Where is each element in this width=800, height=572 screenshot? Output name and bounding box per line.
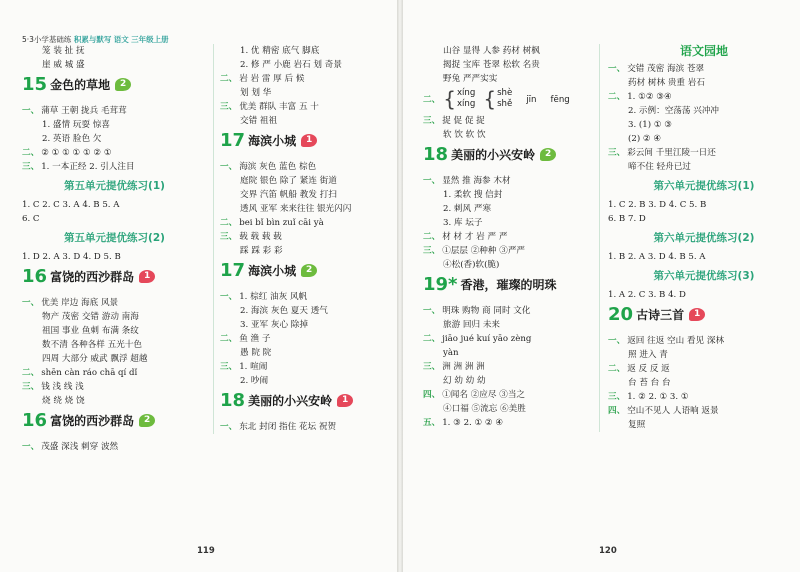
item-marker: 四、 xyxy=(608,406,626,416)
answer-line xyxy=(220,202,397,216)
answer-line xyxy=(423,304,593,318)
answer-line xyxy=(220,114,397,128)
item-marker: 三、 xyxy=(608,148,626,158)
answer-text: 材 材 才 岩 严 严 xyxy=(442,232,508,242)
lesson-heading xyxy=(22,410,207,436)
answer-text: 2. 英语 脸色 欠 xyxy=(42,134,102,144)
answer-text: 3. 库 坛子 xyxy=(443,218,483,228)
item-marker: 二、 xyxy=(22,368,40,378)
practice-badge: 1 xyxy=(301,134,317,147)
answer-text: shēn càn ráo chā qí dǐ xyxy=(41,368,138,378)
lesson-number: 18 xyxy=(220,390,246,411)
item-marker: 二、 xyxy=(220,334,238,344)
lesson-title: 香港，璀璨的明珠 xyxy=(460,278,557,292)
item-marker: 三、 xyxy=(22,162,40,172)
answer-text: 山谷 显得 人参 药材 树枫 xyxy=(443,46,540,56)
unit-heading: 第六单元提优练习(2) xyxy=(653,232,755,244)
answer-line: 1. D 2. A 3. D 4. D 5. B xyxy=(22,252,121,262)
answer-text: 明珠 购物 商 同时 文化 xyxy=(442,306,531,316)
answer-column-2 xyxy=(213,44,397,434)
answer-text: 茂盛 深浅 刺穿 波然 xyxy=(41,442,119,452)
answer-line xyxy=(22,104,207,118)
lesson-number: 17 xyxy=(220,130,246,151)
unit-heading: 第六单元提优练习(1) xyxy=(653,180,755,192)
answer-line xyxy=(608,104,800,118)
answer-text: 烧 绕 烧 饶 xyxy=(42,396,85,406)
answer-line xyxy=(22,118,207,132)
answer-text: 2. 修 严 小鹿 岩石 划 奇景 xyxy=(240,60,342,70)
answer-line xyxy=(423,318,593,332)
item-marker: 三、 xyxy=(423,246,441,256)
answer-text: 捉 促 促 捉 xyxy=(442,116,485,126)
pinyin-stack xyxy=(497,88,512,110)
item-marker: 一、 xyxy=(608,64,626,74)
lesson-heading xyxy=(220,130,397,156)
answer-text: 旅游 回归 未来 xyxy=(443,320,501,330)
answer-line: 崖 威 城 盛 xyxy=(42,60,85,70)
answer-line xyxy=(423,360,593,374)
answer-text: jiāo jué kuí yāo zèng xyxy=(442,334,532,344)
answer-text: 交错 茂密 海滨 苍翠 xyxy=(627,64,705,74)
answer-line xyxy=(423,58,593,72)
answer-text: 3. 亚军 灰心 除掉 xyxy=(240,320,308,330)
lesson-title: 美丽的小兴安岭 xyxy=(451,148,536,162)
answer-line xyxy=(608,62,800,76)
item-marker: 二、 xyxy=(423,232,441,242)
answer-line xyxy=(22,338,207,352)
answer-text: 海滨 灰色 蓝色 棕色 xyxy=(239,162,317,172)
lesson-title: 海滨小城 xyxy=(248,134,297,148)
pinyin-text: shè xyxy=(497,88,513,98)
item-marker: 三、 xyxy=(608,392,626,402)
pinyin-text: fēng xyxy=(550,94,570,105)
answer-text: 东北 封闭 指住 花坛 祝贺 xyxy=(239,422,337,432)
answer-line xyxy=(608,90,800,104)
answer-line xyxy=(423,128,593,142)
answer-line xyxy=(423,244,593,258)
answer-line xyxy=(220,318,397,332)
lesson-number: 20 xyxy=(608,304,634,325)
item-marker: 二、 xyxy=(22,148,40,158)
answer-text: 蒲草 王朝 拢兵 毛茸茸 xyxy=(41,106,127,116)
answer-text: 1. 棕红 油灰 风帆 xyxy=(239,292,308,302)
lesson-title: 海滨小城 xyxy=(248,264,297,278)
answer-line xyxy=(220,374,397,388)
answer-line xyxy=(423,388,593,402)
answer-line xyxy=(220,230,397,244)
answer-line xyxy=(220,290,397,304)
practice-badge: 1 xyxy=(689,308,705,321)
lesson-title: 富饶的西沙群岛 xyxy=(50,270,135,284)
answer-line xyxy=(220,244,397,258)
answer-text: 载 载 载 载 xyxy=(239,232,282,242)
lesson-heading xyxy=(423,274,593,300)
pinyin-line xyxy=(423,88,593,114)
item-marker: 二、 xyxy=(423,334,441,344)
lesson-heading xyxy=(423,144,593,170)
lesson-number: 18 xyxy=(423,144,449,165)
answer-text: 2. 示例：空荡荡 兴冲冲 xyxy=(628,106,720,116)
answer-text: 1. 喧闹 xyxy=(239,362,268,372)
answer-text: ①闻名 ②应尽 ③当之 xyxy=(442,390,526,400)
answer-line: 6. C xyxy=(22,214,40,224)
answer-line xyxy=(423,416,593,430)
answer-line xyxy=(220,304,397,318)
answer-line xyxy=(220,216,397,230)
answer-text: 透风 亚军 来来往往 银光闪闪 xyxy=(240,204,352,214)
lesson-heading xyxy=(220,390,397,416)
answer-line xyxy=(22,380,207,394)
pinyin-text: xíng xyxy=(456,88,476,98)
answer-column-4 xyxy=(599,44,800,432)
lesson-number: 16 xyxy=(22,266,48,287)
answer-line xyxy=(22,440,207,454)
answer-text: 物产 茂密 交错 游动 南海 xyxy=(42,312,139,322)
answer-line: 6. B 7. D xyxy=(608,214,646,224)
series-label: 5·3小学基础练 xyxy=(22,35,72,44)
answer-line xyxy=(423,202,593,216)
answer-text: 四周 大部分 威武 飘浮 超越 xyxy=(42,354,148,364)
answer-text: 1. 一本正经 2. 引人注目 xyxy=(41,162,135,172)
answer-line xyxy=(220,360,397,374)
answer-text: ④松(香)软(脆) xyxy=(443,260,500,270)
answer-line xyxy=(220,44,397,58)
answer-text: (2) ② ④ xyxy=(628,134,662,144)
answer-line xyxy=(220,174,397,188)
answer-text: 2. 海滨 灰色 夏天 透气 xyxy=(240,306,328,316)
answer-text: 鱼 渔 子 xyxy=(239,334,271,344)
answer-text: 优美 群队 丰富 五 十 xyxy=(239,102,319,112)
answer-text: 返回 往返 空山 看见 深林 xyxy=(627,336,725,346)
answer-line xyxy=(608,390,800,404)
answer-line xyxy=(608,404,800,418)
answer-text: 洲 洲 洲 洲 xyxy=(442,362,485,372)
answer-line xyxy=(608,76,800,90)
answer-text: 2. 吵闹 xyxy=(240,376,269,386)
practice-badge: 1 xyxy=(337,394,353,407)
answer-line xyxy=(608,418,800,432)
pinyin-text: jīn xyxy=(526,94,537,105)
answer-line xyxy=(608,160,800,174)
answer-text: 野兔 严严实实 xyxy=(443,74,498,84)
answer-text: 愚 院 院 xyxy=(240,348,272,358)
answer-line xyxy=(423,332,593,346)
answer-text: 数不清 各种各样 五光十色 xyxy=(42,340,142,350)
language-label: 语文 xyxy=(113,35,129,44)
practice-badge: 1 xyxy=(139,270,155,283)
pinyin-text: xíng xyxy=(456,99,476,109)
answer-text: yàn xyxy=(443,348,459,358)
item-marker: 一、 xyxy=(220,162,238,172)
answer-line: 1. B 2. A 3. D 4. B 5. A xyxy=(608,252,706,262)
right-page xyxy=(403,0,800,572)
item-marker: 二、 xyxy=(423,94,441,105)
answer-text: 1. ③ 2. ① ② ④ xyxy=(442,418,504,428)
answer-text: 3. (1) ① ③ xyxy=(628,120,672,130)
answer-text: bei bǐ bìn zuǐ cāi yà xyxy=(239,218,324,228)
practice-badge: 2 xyxy=(540,148,556,161)
answer-line: 1. C 2. C 3. A 4. B 5. A xyxy=(22,200,120,210)
answer-text: ①层层 ②种种 ③严严 xyxy=(442,246,526,256)
practice-badge: 2 xyxy=(115,78,131,91)
brace-icon: { xyxy=(443,87,456,111)
answer-line xyxy=(608,334,800,348)
item-marker: 一、 xyxy=(423,176,441,186)
item-marker: 二、 xyxy=(220,218,238,228)
practice-badge: 2 xyxy=(139,414,155,427)
item-marker: 一、 xyxy=(423,306,441,316)
answer-text: 药材 树林 贵重 岩石 xyxy=(628,78,705,88)
subject-label: 积累与默写 xyxy=(73,35,112,44)
answer-text: 钱 浅 线 浅 xyxy=(41,382,84,392)
answer-line xyxy=(423,402,593,416)
left-page xyxy=(0,0,397,572)
answer-line xyxy=(220,160,397,174)
answer-line xyxy=(423,72,593,86)
answer-text: ② ① ① ① ① ② ① xyxy=(41,148,112,158)
answer-line xyxy=(423,44,593,58)
answer-text: 庭院 银色 除了 紧连 街道 xyxy=(240,176,337,186)
lesson-heading xyxy=(220,260,397,286)
answer-text: 台 苔 台 台 xyxy=(628,378,671,388)
answer-line xyxy=(220,86,397,100)
answer-line xyxy=(608,376,800,390)
answer-column-1 xyxy=(22,44,207,454)
answer-text: 岩 岩 雷 厚 后 候 xyxy=(239,74,305,84)
item-marker: 一、 xyxy=(22,298,40,308)
answer-line xyxy=(220,346,397,360)
answer-line xyxy=(423,188,593,202)
answer-text: 照 进入 青 xyxy=(628,350,668,360)
answer-line xyxy=(423,258,593,272)
item-marker: 四、 xyxy=(423,390,441,400)
lesson-number: 17 xyxy=(220,260,246,281)
item-marker: 一、 xyxy=(22,442,40,452)
answer-text: 交错 祖祖 xyxy=(240,116,278,126)
lesson-heading xyxy=(22,266,207,292)
answer-line xyxy=(22,160,207,174)
answer-text: 揭捉 宝库 苍翠 松软 名贵 xyxy=(443,60,540,70)
answer-line xyxy=(423,216,593,230)
answer-line xyxy=(22,146,207,160)
answer-text: 祖国 事业 鱼刺 布满 条纹 xyxy=(42,326,139,336)
answer-line: 1. C 2. B 3. D 4. C 5. B xyxy=(608,200,707,210)
item-marker: 一、 xyxy=(608,336,626,346)
answer-line xyxy=(423,174,593,188)
item-marker: 二、 xyxy=(220,74,238,84)
unit-heading: 第五单元提优练习(1) xyxy=(64,180,165,192)
lesson-title: 美丽的小兴安岭 xyxy=(248,394,333,408)
lesson-title: 金色的草地 xyxy=(50,78,111,92)
answer-text: 啼不住 轻舟已过 xyxy=(628,162,691,172)
answer-text: 空山不见人 人语响 返景 xyxy=(627,406,719,416)
answer-text: 划 划 华 xyxy=(240,88,272,98)
answer-line: 笼 装 扯 抚 xyxy=(42,46,85,56)
unit-heading: 第五单元提优练习(2) xyxy=(64,232,165,244)
lesson-number: 15 xyxy=(22,74,48,95)
answer-line xyxy=(608,348,800,362)
answer-column-3 xyxy=(423,44,593,430)
answer-text: ④口福 ⑤流忘 ⑥美胜 xyxy=(443,404,526,414)
answer-text: 1. ①② ③④ xyxy=(627,92,672,102)
item-marker: 一、 xyxy=(22,106,40,116)
answer-text: 软 饮 软 饮 xyxy=(443,130,486,140)
item-marker: 一、 xyxy=(220,292,238,302)
answer-line xyxy=(22,366,207,380)
lesson-number: 19* xyxy=(423,274,458,295)
answer-line xyxy=(22,132,207,146)
answer-text: 交界 汽笛 帆船 教发 打扫 xyxy=(240,190,337,200)
answer-text: 显然 推 海参 木材 xyxy=(442,176,511,186)
lesson-title: 古诗三首 xyxy=(636,308,685,322)
item-marker: 三、 xyxy=(220,232,238,242)
grade-label: 三年级上册 xyxy=(131,35,169,44)
answer-line xyxy=(608,362,800,376)
answer-line xyxy=(608,132,800,146)
item-marker: 五、 xyxy=(423,418,441,428)
answer-line xyxy=(423,374,593,388)
answer-text: 幻 幼 幼 幼 xyxy=(443,376,486,386)
pinyin-stack xyxy=(457,88,475,110)
practice-badge: 2 xyxy=(301,264,317,277)
answer-line xyxy=(220,58,397,72)
unit-heading: 第六单元提优练习(3) xyxy=(653,270,755,282)
answer-line xyxy=(608,118,800,132)
answer-line xyxy=(220,332,397,346)
answer-text: 1. 柔软 搜 信封 xyxy=(443,190,503,200)
answer-text: 返 反 反 返 xyxy=(627,364,670,374)
item-marker: 三、 xyxy=(220,102,238,112)
item-marker: 三、 xyxy=(22,382,40,392)
lesson-heading xyxy=(608,304,800,330)
answer-line xyxy=(423,114,593,128)
item-marker: 三、 xyxy=(423,116,441,126)
answer-text: 1. 盛情 玩耍 惊喜 xyxy=(42,120,110,130)
answer-text: 2. 刺风 严寒 xyxy=(443,204,492,214)
answer-text: 优美 岸边 海底 风景 xyxy=(41,298,119,308)
lesson-title: 富饶的西沙群岛 xyxy=(50,414,135,428)
answer-line xyxy=(22,394,207,408)
lesson-number: 16 xyxy=(22,410,48,431)
brace-icon: { xyxy=(483,87,497,111)
answer-text: 复照 xyxy=(628,420,646,430)
answer-line xyxy=(22,296,207,310)
pinyin-text: shě xyxy=(497,99,513,109)
answer-line xyxy=(22,310,207,324)
page-number-left: 119 xyxy=(197,546,215,556)
item-marker: 一、 xyxy=(220,422,238,432)
answer-line xyxy=(22,352,207,366)
answer-line xyxy=(423,230,593,244)
item-marker: 三、 xyxy=(220,362,238,372)
answer-line xyxy=(22,324,207,338)
answer-line xyxy=(220,420,397,434)
answer-text: 彩云间 千里江陵一日还 xyxy=(627,148,716,158)
answer-text: 1. ② 2. ① 3. ① xyxy=(627,392,689,402)
answer-line xyxy=(423,346,593,360)
answer-text: 踩 踩 彩 彩 xyxy=(240,246,283,256)
answer-line: 1. A 2. C 3. B 4. D xyxy=(608,290,686,300)
item-marker: 二、 xyxy=(608,364,626,374)
lesson-heading: 语文园地 xyxy=(679,44,728,58)
answer-line xyxy=(608,146,800,160)
answer-line xyxy=(220,100,397,114)
page-number-right: 120 xyxy=(599,546,617,556)
item-marker: 二、 xyxy=(608,92,626,102)
answer-line xyxy=(220,72,397,86)
item-marker: 三、 xyxy=(423,362,441,372)
lesson-heading xyxy=(22,74,207,100)
answer-text: 1. 优 精密 底气 脚底 xyxy=(240,46,320,56)
answer-line xyxy=(220,188,397,202)
